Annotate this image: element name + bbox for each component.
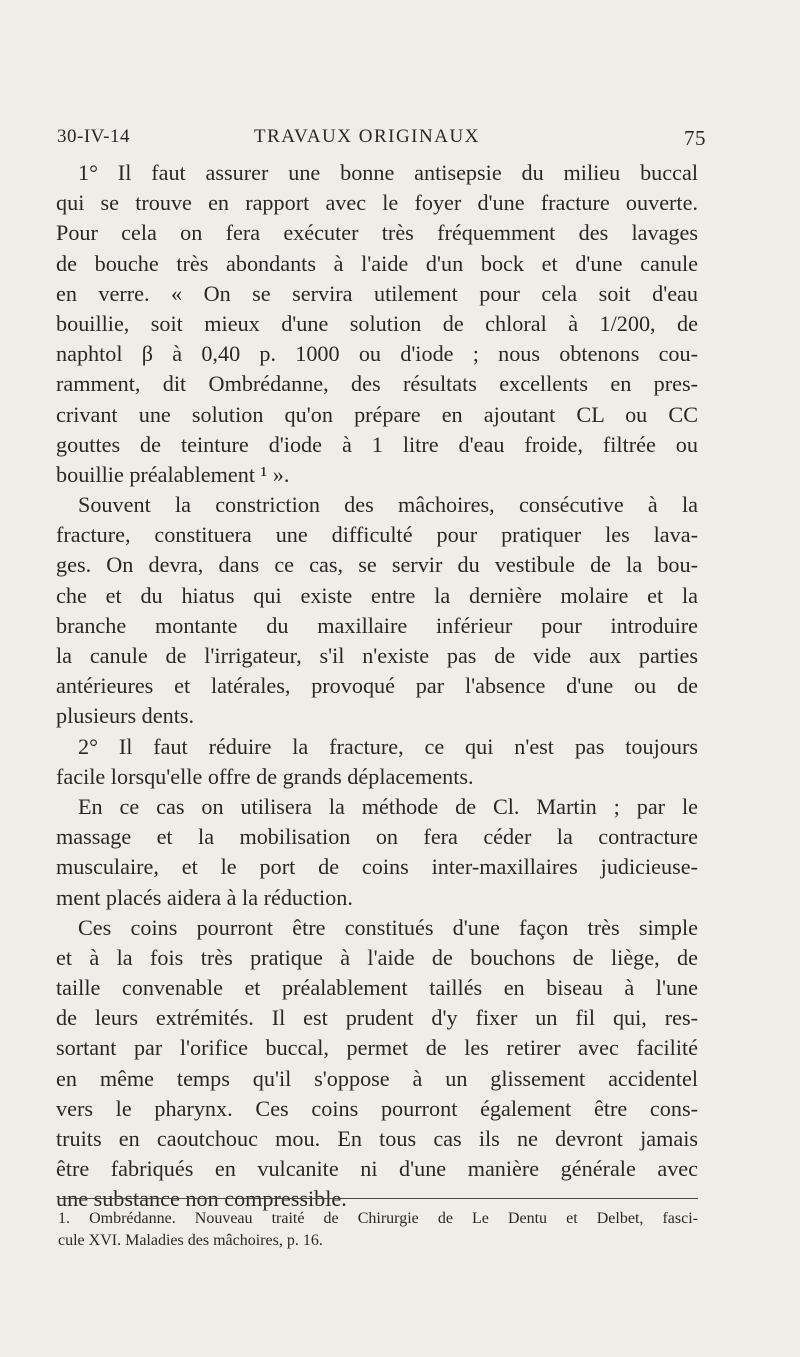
text-line: bouillie préalablement ¹ ». xyxy=(56,461,290,487)
text-line: En ce cas on utilisera la méthode de Cl. Martin ; par le xyxy=(78,793,698,819)
text-line: ramment, dit Ombrédanne, des résultats excellents en pres- xyxy=(56,371,698,397)
text-line: che et du hiatus qui existe entre la dernière molaire et la xyxy=(56,582,698,608)
text-line: la canule de l'irrigateur, s'il n'existe pas de vide aux parties xyxy=(56,643,698,668)
paragraph xyxy=(56,792,698,913)
text-line: crivant une solution qu'on prépare en ajoutant CL ou CC xyxy=(56,401,698,427)
text-line: antérieures et latérales, provoqué par l'absence d'une ou de xyxy=(56,673,698,699)
text-line: 1° Il faut assurer une bonne antisepsie du milieu buccal xyxy=(78,160,698,185)
paragraph xyxy=(56,158,698,490)
text-line: facile lorsqu'elle offre de grands déplacements. xyxy=(56,763,474,789)
text-line: massage et la mobilisation on fera céder la contracture xyxy=(56,824,698,850)
text-line: vers le pharynx. Ces coins pourront également être cons- xyxy=(56,1095,698,1121)
footnote xyxy=(58,1208,698,1252)
text-line: branche montante du maxillaire inférieur pour introduire xyxy=(56,612,698,638)
running-header xyxy=(57,126,709,156)
footnote-divider xyxy=(58,1198,698,1199)
text-line: de leurs extrémités. Il est prudent d'y fixer un fil qui, res- xyxy=(56,1005,698,1031)
text-line: naphtol β à 0,40 p. 1000 ou d'iode ; nous obtenons cou- xyxy=(56,341,698,367)
text-line: Pour cela on fera exécuter très fréquemment des lavages xyxy=(56,220,698,246)
text-line: ges. On devra, dans ce cas, se servir du vestibule de la bou- xyxy=(56,552,698,578)
text-line: en même temps qu'il s'oppose à un glissement accidentel xyxy=(56,1065,698,1091)
text-line: taille convenable et préalablement taillés en biseau à l'une xyxy=(56,975,698,1001)
text-line: sortant par l'orifice buccal, permet de les retirer avec facilité xyxy=(56,1035,698,1061)
text-line: Souvent la constriction des mâchoires, consécutive à la xyxy=(78,492,698,518)
text-line: musculaire, et le port de coins inter-maxillaires judicieuse- xyxy=(56,854,698,880)
footnote-line: 1. Ombrédanne. Nouveau traité de Chirurgie de Le Dentu et Delbet, fasci- xyxy=(58,1210,698,1227)
text-line: bouillie, soit mieux d'une solution de chloral à 1/200, de xyxy=(56,310,698,336)
text-line: et à la fois très pratique à l'aide de bouchons de liège, de xyxy=(56,944,698,970)
paragraph xyxy=(56,732,698,792)
text-line: plusieurs dents. xyxy=(56,703,195,729)
header-date: 30-IV-14 xyxy=(57,126,130,147)
page-number: 75 xyxy=(684,126,706,150)
text-line: truits en caoutchouc mou. En tous cas ils ne devront jamais xyxy=(56,1126,698,1151)
paragraph xyxy=(56,913,698,1215)
text-line: Ces coins pourront être constitués d'une façon très simple xyxy=(78,914,698,940)
body-text xyxy=(56,158,698,1215)
text-line: qui se trouve en rapport avec le foyer d'une fracture ouverte. xyxy=(56,190,698,216)
text-line: fracture, constituera une difficulté pour pratiquer les lava- xyxy=(56,522,698,548)
header-title: TRAVAUX ORIGINAUX xyxy=(254,126,480,147)
footnote-line: cule XVI. Maladies des mâchoires, p. 16. xyxy=(58,1232,323,1249)
text-line: ment placés aidera à la réduction. xyxy=(56,884,353,910)
paragraph xyxy=(56,490,698,732)
text-line: de bouche très abondants à l'aide d'un bock et d'une canule xyxy=(56,250,698,276)
text-line: une substance non compressible. xyxy=(56,1186,347,1212)
text-line: 2° Il faut réduire la fracture, ce qui n'est pas toujours xyxy=(78,733,698,759)
text-line: en verre. « On se servira utilement pour cela soit d'eau xyxy=(56,280,698,306)
text-line: gouttes de teinture d'iode à 1 litre d'eau froide, filtrée ou xyxy=(56,431,698,457)
text-line: être fabriqués en vulcanite ni d'une manière générale avec xyxy=(56,1156,698,1182)
